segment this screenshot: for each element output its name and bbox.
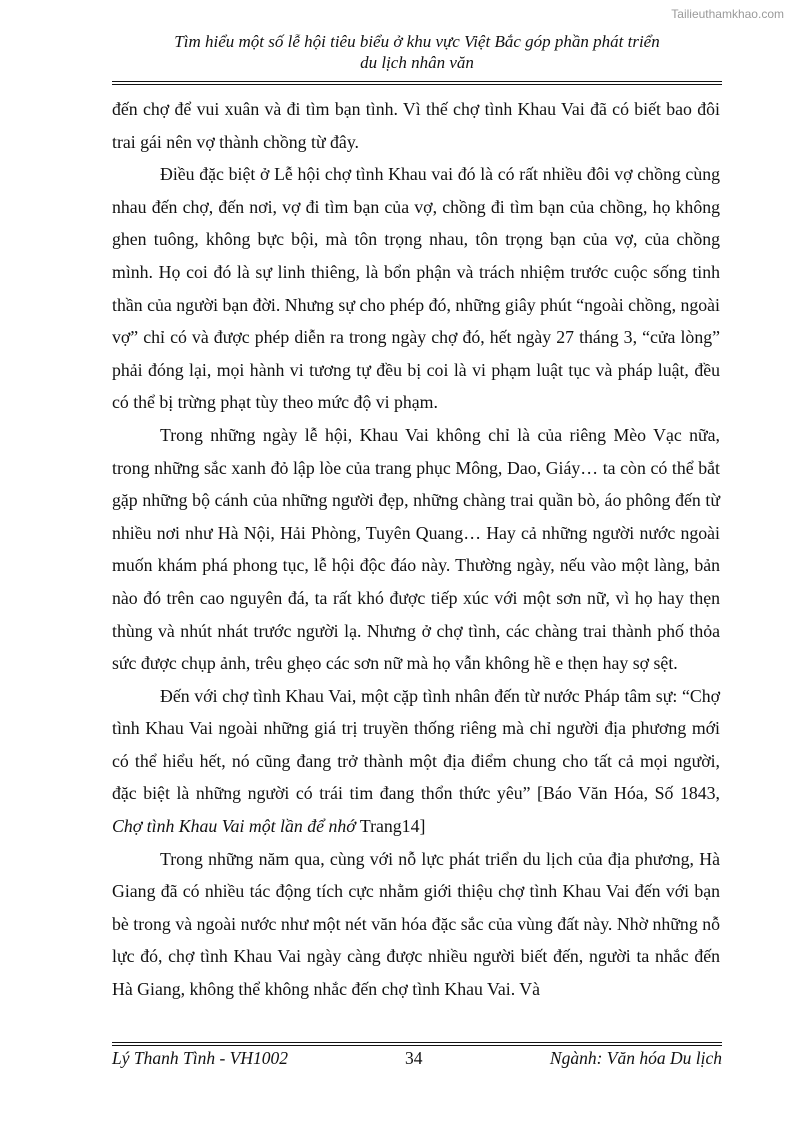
paragraph-4-text: Đến với chợ tình Khau Vai, một cặp tình nhân đến từ nước Pháp tâm sự: “Chợ tình Khau Vai ngoài những giá trị truyền thống riêng mà chỉ người địa phương mới có thể hiểu hết, nó cũng đang trở thành một địa điểm chung cho tất cả mọi người, đặc biệt là những người có trái tim đang thổn thức yêu” [Báo Văn Hóa, Số 1843, [112,685,720,804]
paragraph-1: đến chợ để vui xuân và đi tìm bạn tình. Vì thế chợ tình Khau Vai đã có biết bao đôi trai gái nên vợ thành chồng từ đây. [112,99,720,152]
paragraph-4-citation-end: Trang14] [355,816,426,837]
page-footer [112,1048,722,1072]
paragraph-5: Trong những năm qua, cùng với nỗ lực phát triển du lịch của địa phương, Hà Giang đã có nhiều tác động tích cực nhằm giới thiệu chợ tình Khau Vai đến với bạn bè trong và ngoài nước như một nét văn hóa đặc sắc của vùng đất này. Nhờ những nỗ lực đó, chợ tình Khau Vai ngày càng được nhiều người biết đến, người ta nhắc đến Hà Giang, không thể không nhắc đến chợ tình Khau Vai. Và [112,848,720,1000]
header-title-line-2: du lịch nhân văn [360,53,474,72]
watermark: Tailieuthamkhao.com [671,7,784,21]
header-title-line-1: Tìm hiểu một số lễ hội tiêu biểu ở khu vực Việt Bắc góp phần phát triển [174,32,660,51]
footer-divider [112,1042,722,1046]
page-header [112,31,722,73]
paragraph-4 [112,680,720,843]
footer-major: Ngành: Văn hóa Du lịch [549,1048,722,1068]
page-number: 34 [405,1048,423,1068]
paragraph-2: Điều đặc biệt ở Lễ hội chợ tình Khau vai đó là có rất nhiều đôi vợ chồng cùng nhau đến chợ, đến nơi, vợ đi tìm bạn của vợ, chồng đi tìm bạn của chồng, họ không ghen tuông, không bực bội, mà tôn trọng nhau, tôn trọng bạn của vợ, của chồng mình. Họ coi đó là sự linh thiêng, là bổn phận và trách nhiệm trước cuộc sống tinh thần của người bạn đời. Nhưng sự cho phép đó, những giây phút “ngoài chồng, ngoài vợ” chỉ có và được phép diễn ra trong ngày chợ đó, hết ngày 27 tháng 3, “cửa lòng” phải đóng lại, mọi hành vi tương tự đều bị coi là vi phạm luật tục và pháp luật, đều có thể bị trừng phạt tùy theo mức độ vi phạm. [112,164,720,413]
paragraph-3: Trong những ngày lễ hội, Khau Vai không chỉ là của riêng Mèo Vạc nữa, trong những sắc xanh đỏ lập lòe của trang phục Mông, Dao, Giáy… ta còn có thể bắt gặp những bộ cánh của những người đẹp, những chàng trai quần bò, áo phông đến từ nhiều nơi như Hà Nội, Hải Phòng, Tuyên Quang… Hay cả những người nước ngoài muốn khám phá phong tục, lễ hội độc đáo này. Thường ngày, nếu vào một làng, bản nào đó trên cao nguyên đá, ta rất khó được tiếp xúc với một sơn nữ, vì họ hay thẹn thùng và nhút nhát trước người lạ. Nhưng ở chợ tình, các chàng trai thành phố thỏa sức được chụp ảnh, trêu ghẹo các sơn nữ mà họ vẫn không hề e thẹn hay sợ sệt. [112,424,720,674]
header-divider [112,81,722,85]
paragraph-4-italic-title: Chợ tình Khau Vai một lần để nhớ [112,816,356,837]
document-body [112,93,720,1006]
footer-author: Lý Thanh Tình - VH1002 [112,1048,288,1068]
